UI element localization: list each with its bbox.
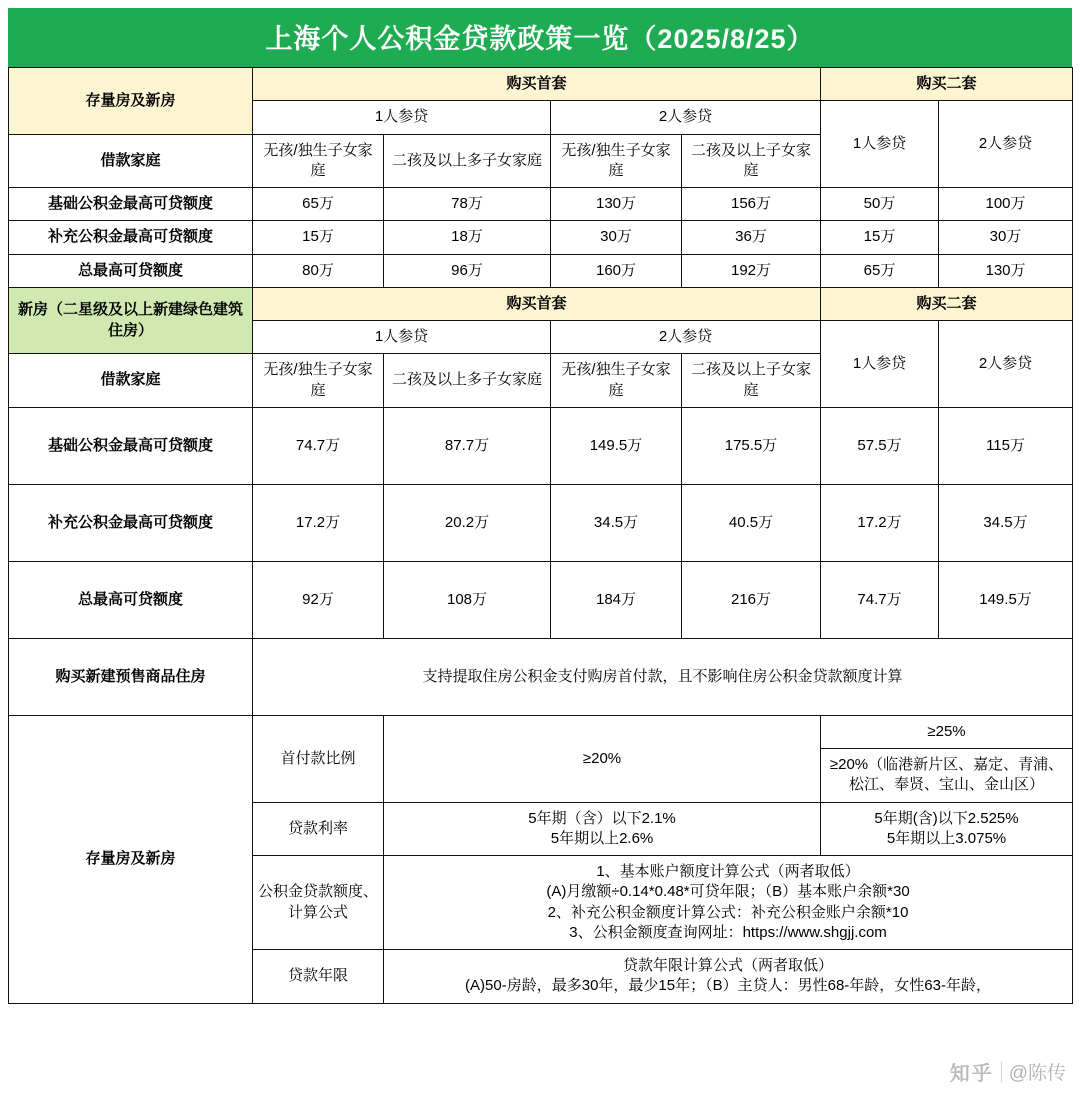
section2-row0-label: 基础公积金最高可贷额度 <box>9 407 253 484</box>
section2-second-one-person: 1人参贷 <box>821 321 939 408</box>
section3-rate-first <box>384 802 821 856</box>
section3-formula-line4: 3、公积金额度查询网址：https://www.shgjj.com <box>569 923 887 941</box>
section3-term-line2: (A)50-房龄，最多30年，最少15年；（B）主贷人：男性68-年龄，女性63-年龄， <box>465 977 991 995</box>
section1-group-first: 购买首套 <box>253 68 821 101</box>
watermark-user: @陈传 <box>1008 1063 1066 1084</box>
section2-row2-value-0: 92万 <box>253 561 384 638</box>
section1-row0-value-5: 100万 <box>939 188 1073 221</box>
section1-subcol-1: 二孩及以上多子女家庭 <box>384 134 551 188</box>
section3-downpayment-first: ≥20% <box>384 715 821 802</box>
section1-row0-value-4: 50万 <box>821 188 939 221</box>
section3-downpayment-second-bottom: ≥20%（临港新片区、嘉定、青浦、松江、奉贤、宝山、金山区） <box>821 749 1073 803</box>
section1-subcol-0: 无孩/独生子女家庭 <box>253 134 384 188</box>
section2-row2-value-5: 149.5万 <box>939 561 1073 638</box>
table-row <box>9 188 1073 221</box>
section3-formula-label: 公积金贷款额度、计算公式 <box>253 856 384 950</box>
table-row <box>9 561 1073 638</box>
section2-borrower-label: 借款家庭 <box>9 354 253 408</box>
section1-row2-label: 总最高可贷额度 <box>9 254 253 287</box>
section1-row0-value-1: 78万 <box>384 188 551 221</box>
section2-subcol-3: 二孩及以上子女家庭 <box>682 354 821 408</box>
section3-rate-second-line1: 5年期(含)以下2.525% <box>874 809 1019 827</box>
section3-term-label: 贷款年限 <box>253 950 384 1004</box>
zhihu-logo: 知乎 <box>949 1063 994 1085</box>
table-row <box>9 407 1073 484</box>
section1-row2-value-3: 192万 <box>682 254 821 287</box>
table-row <box>9 287 1073 320</box>
section2-subcol-0: 无孩/独生子女家庭 <box>253 354 384 408</box>
section3-rate-first-line1: 5年期（含）以下2.1% <box>528 809 676 827</box>
section1-category-label: 存量房及新房 <box>9 68 253 135</box>
watermark <box>950 1057 1066 1086</box>
section3-formula-text <box>384 856 1073 950</box>
section1-row1-label: 补充公积金最高可贷额度 <box>9 221 253 254</box>
section1-group-second: 购买二套 <box>821 68 1073 101</box>
page-title: 上海个人公积金贷款政策一览（2025/8/25） <box>8 8 1072 67</box>
section1-row0-value-3: 156万 <box>682 188 821 221</box>
table-row <box>9 254 1073 287</box>
section2-row1-value-1: 20.2万 <box>384 484 551 561</box>
watermark-divider <box>1001 1062 1002 1082</box>
section1-first-one-person: 1人参贷 <box>253 101 551 134</box>
section2-row1-value-2: 34.5万 <box>551 484 682 561</box>
section2-row2-value-4: 74.7万 <box>821 561 939 638</box>
section2-subcol-1: 二孩及以上多子女家庭 <box>384 354 551 408</box>
section2-first-two-person: 2人参贷 <box>551 321 821 354</box>
section1-second-one-person: 1人参贷 <box>821 101 939 188</box>
section1-first-two-person: 2人参贷 <box>551 101 821 134</box>
section1-row2-value-4: 65万 <box>821 254 939 287</box>
presale-label: 购买新建预售商品住房 <box>9 638 253 715</box>
section3-rate-first-line2: 5年期以上2.6% <box>550 829 654 847</box>
section2-row2-value-3: 216万 <box>682 561 821 638</box>
section1-row1-value-1: 18万 <box>384 221 551 254</box>
section1-row0-label: 基础公积金最高可贷额度 <box>9 188 253 221</box>
section2-row1-value-3: 40.5万 <box>682 484 821 561</box>
section2-row1-value-4: 17.2万 <box>821 484 939 561</box>
policy-table <box>8 67 1073 1004</box>
section2-category-label: 新房（二星级及以上新建绿色建筑住房） <box>9 287 253 354</box>
section2-row0-value-2: 149.5万 <box>551 407 682 484</box>
table-row <box>9 221 1073 254</box>
table-row <box>9 715 1073 748</box>
section2-row0-value-5: 115万 <box>939 407 1073 484</box>
presale-text: 支持提取住房公积金支付购房首付款，且不影响住房公积金贷款额度计算 <box>253 638 1073 715</box>
section1-row0-value-0: 65万 <box>253 188 384 221</box>
table-row <box>9 638 1073 715</box>
section3-category-label: 存量房及新房 <box>9 715 253 1003</box>
section2-second-two-person: 2人参贷 <box>939 321 1073 408</box>
section2-row2-value-1: 108万 <box>384 561 551 638</box>
section2-row0-value-1: 87.7万 <box>384 407 551 484</box>
section3-rate-label: 贷款利率 <box>253 802 384 856</box>
section1-row0-value-2: 130万 <box>551 188 682 221</box>
section1-row2-value-0: 80万 <box>253 254 384 287</box>
section3-term-line1: 贷款年限计算公式（两者取低） <box>623 957 834 974</box>
section1-row1-value-2: 30万 <box>551 221 682 254</box>
section1-row2-value-2: 160万 <box>551 254 682 287</box>
section2-row2-label: 总最高可贷额度 <box>9 561 253 638</box>
section1-row1-value-0: 15万 <box>253 221 384 254</box>
section2-subcol-2: 无孩/独生子女家庭 <box>551 354 682 408</box>
section3-formula-line1: 1、基本账户额度计算公式（两者取低） <box>596 863 860 880</box>
table-row <box>9 484 1073 561</box>
section1-row2-value-1: 96万 <box>384 254 551 287</box>
section3-term-text <box>384 950 1073 1004</box>
section3-rate-second <box>821 802 1073 856</box>
section1-row1-value-4: 15万 <box>821 221 939 254</box>
section1-second-two-person: 2人参贷 <box>939 101 1073 188</box>
table-row <box>9 68 1073 101</box>
section2-row1-value-0: 17.2万 <box>253 484 384 561</box>
section2-row2-value-2: 184万 <box>551 561 682 638</box>
section3-formula-line3: 2、补充公积金额度计算公式：补充公积金账户余额*10 <box>547 903 909 921</box>
section3-formula-line2: (A)月缴额÷0.14*0.48*可贷年限；（B）基本账户余额*30 <box>546 883 910 901</box>
section2-row0-value-3: 175.5万 <box>682 407 821 484</box>
section3-downpayment-second-top: ≥25% <box>821 715 1073 748</box>
section3-downpayment-label: 首付款比例 <box>253 715 384 802</box>
section1-subcol-2: 无孩/独生子女家庭 <box>551 134 682 188</box>
section2-row1-label: 补充公积金最高可贷额度 <box>9 484 253 561</box>
section1-borrower-label: 借款家庭 <box>9 134 253 188</box>
section1-subcol-3: 二孩及以上子女家庭 <box>682 134 821 188</box>
section3-rate-second-line2: 5年期以上3.075% <box>886 829 1007 847</box>
section1-row1-value-5: 30万 <box>939 221 1073 254</box>
section2-row0-value-0: 74.7万 <box>253 407 384 484</box>
section2-group-first: 购买首套 <box>253 287 821 320</box>
section2-row0-value-4: 57.5万 <box>821 407 939 484</box>
section2-row1-value-5: 34.5万 <box>939 484 1073 561</box>
section1-row2-value-5: 130万 <box>939 254 1073 287</box>
section2-group-second: 购买二套 <box>821 287 1073 320</box>
section1-row1-value-3: 36万 <box>682 221 821 254</box>
section2-first-one-person: 1人参贷 <box>253 321 551 354</box>
